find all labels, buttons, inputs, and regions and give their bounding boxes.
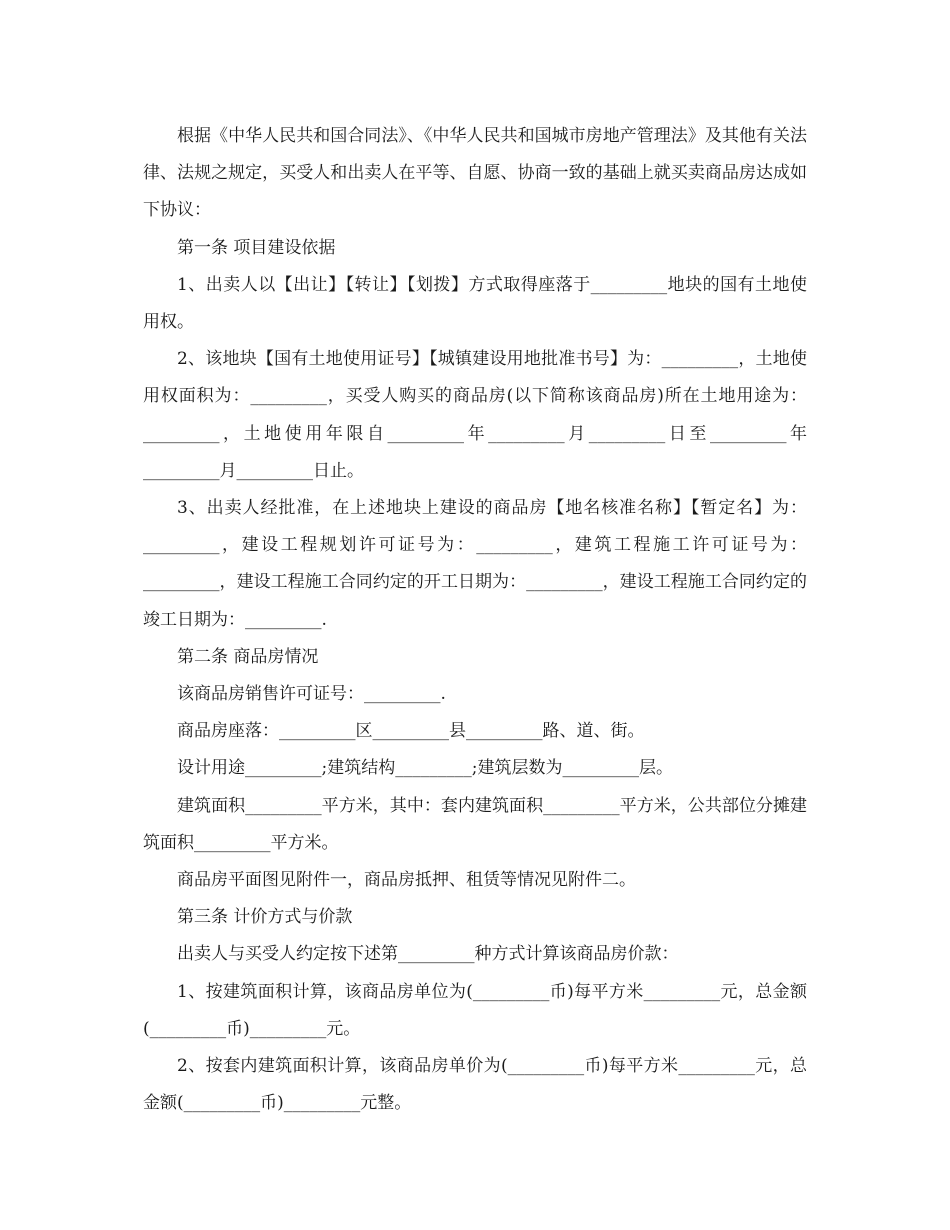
floor-area-line: 建筑面积_________平方米，其中：套内建筑面积_________平方米，公共部位分摊建筑面积_________平方米。 — [143, 795, 807, 853]
article-1-heading: 第一条 项目建设依据 — [177, 237, 336, 258]
pricing-option-1: 1、按建筑面积计算，该商品房单位为(_________币)每平方米_________元，总金额(_________币)_________元。 — [143, 981, 807, 1039]
attachments-line: 商品房平面图见附件一，商品房抵押、租赁等情况见附件二。 — [177, 870, 636, 891]
article-1-clause-1: 1、出卖人以【出让】【转让】【划拨】方式取得座落于_________地块的国有土地使用权。 — [143, 274, 807, 333]
article-2-heading: 第二条 商品房情况 — [177, 646, 319, 667]
sales-permit-line: 该商品房销售许可证号：_________. — [177, 684, 446, 705]
design-use-line: 设计用途_________;建筑结构_________;建筑层数为_________层。 — [177, 758, 673, 779]
preamble-paragraph: 根据《中华人民共和国合同法》、《中华人民共和国城市房地产管理法》及其他有关法律、法规之规定，买受人和出卖人在平等、自愿、协商一致的基础上就买卖商品房达成如下协议： — [143, 126, 807, 221]
article-3-heading: 第三条 计价方式与价款 — [177, 907, 353, 928]
article-1-clause-2: 2、该地块【国有土地使用证号】【城镇建设用地批准书号】为：_________，土地使用权面积为：_________，买受人购买的商品房(以下简称该商品房)所在土地用途为：_________，土地使用年限自_________年_________月_________日至_________年_________月_________日止。 — [143, 349, 807, 481]
article-1-clause-3: 3、出卖人经批准，在上述地块上建设的商品房【地名核准名称】【暂定名】为：_________，建设工程规划许可证号为：_________，建筑工程施工许可证号为：_________，建设工程施工合同约定的开工日期为：_________，建设工程施工合同约定的竣工日期为：_________. — [143, 498, 807, 630]
pricing-method-line: 出卖人与买受人约定按下述第_________种方式计算该商品房价款： — [177, 944, 679, 965]
pricing-option-2: 2、按套内建筑面积计算，该商品房单价为(_________币)每平方米_________元，总金额(_________币)_________元整。 — [143, 1056, 807, 1114]
location-line: 商品房座落：_________区_________县_________路、道、街。 — [177, 721, 645, 742]
contract-page — [143, 118, 807, 1122]
